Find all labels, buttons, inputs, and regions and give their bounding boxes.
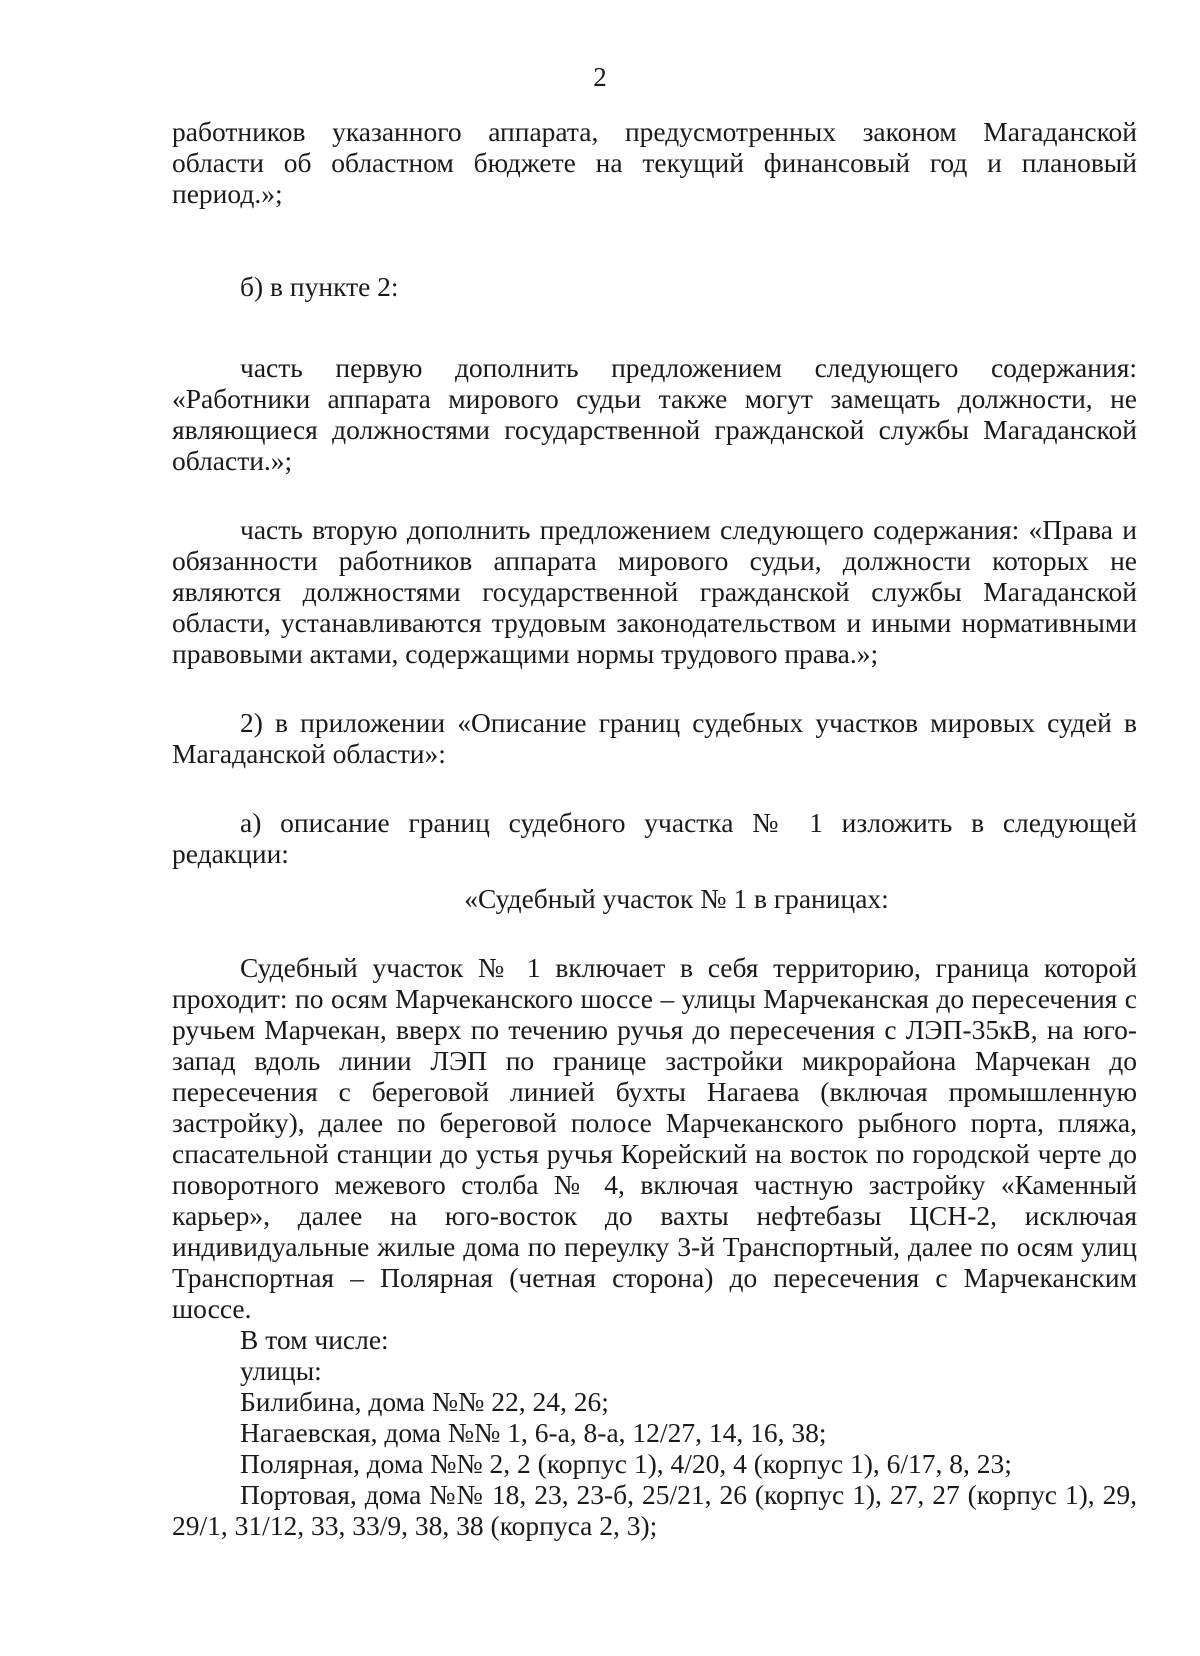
paragraph-part-one: часть первую дополнить предложением следующего содержания: «Работники аппарата мирового судьи также могут замещать должности, не являющиеся должностями государственной гражданской службы Магаданской области.»; [172, 352, 1137, 476]
list-item: Билибина, дома №№ 22, 24, 26; [240, 1386, 609, 1417]
document-body [172, 116, 1137, 1541]
paragraph-continuation: работников указанного аппарата, предусмотренных законом Магаданской области об областном бюджете на текущий финансовый год и плановый период.»; [172, 116, 1137, 209]
list-item: Полярная, дома №№ 2, 2 (корпус 1), 4/20, 4 (корпус 1), 6/17, 8, 23; [240, 1448, 1012, 1479]
section-heading: «Судебный участок № 1 в границах: [464, 883, 889, 914]
paragraph-boundary-description: Судебный участок № 1 включает в себя территорию, граница которой проходит: по осям Марчеканского шоссе – улицы Марчеканская до пересечения с ручьем Марчекан, вверх по течению ручья до пересечения с ЛЭП-35кВ, на юго-запад вдоль линии ЛЭП по границе застройки микрорайона Марчекан до пересечения с береговой линией бухты Нагаева (включая промышленную застройку), далее по береговой полосе Марчеканского рыбного порта, пляжа, спасательной станции до устья ручья Корейский на восток по городской черте до поворотного межевого столба № 4, включая частную застройку «Каменный карьер», далее на юго-восток до вахты нефтебазы ЦСН-2, исключая индивидуальные жилые дома по переулку 3-й Транспортный, далее по осям улиц Транспортная – Полярная (четная сторона) до пересечения с Марчеканским шоссе. [172, 952, 1137, 1324]
paragraph-part-two: часть вторую дополнить предложением следующего содержания: «Права и обязанности работников аппарата мирового судьи, должности которых не являются должностями государственной гражданской службы Магаданской области, устанавливаются трудовым законодательством и иными нормативными правовыми актами, содержащими нормы трудового права.»; [172, 514, 1137, 669]
list-item: Портовая, дома №№ 18, 23, 23-б, 25/21, 26 (корпус 1), 27, 27 (корпус 1), 29, 29/1, 31/12, 33, 33/9, 38, 38 (корпуса 2, 3); [172, 1479, 1137, 1541]
paragraph-item-a: а) описание границ судебного участка № 1 изложить в следующей редакции: [172, 807, 1137, 869]
paragraph-item-b: б) в пункте 2: [240, 271, 399, 302]
list-intro: В том числе: [240, 1324, 389, 1355]
list-heading-streets: улицы: [240, 1355, 322, 1386]
list-item: Нагаевская, дома №№ 1, 6-а, 8-а, 12/27, 14, 16, 38; [240, 1417, 827, 1448]
paragraph-appendix: 2) в приложении «Описание границ судебных участков мировых судей в Магаданской области»: [172, 707, 1137, 769]
page-number: 2 [593, 62, 607, 92]
